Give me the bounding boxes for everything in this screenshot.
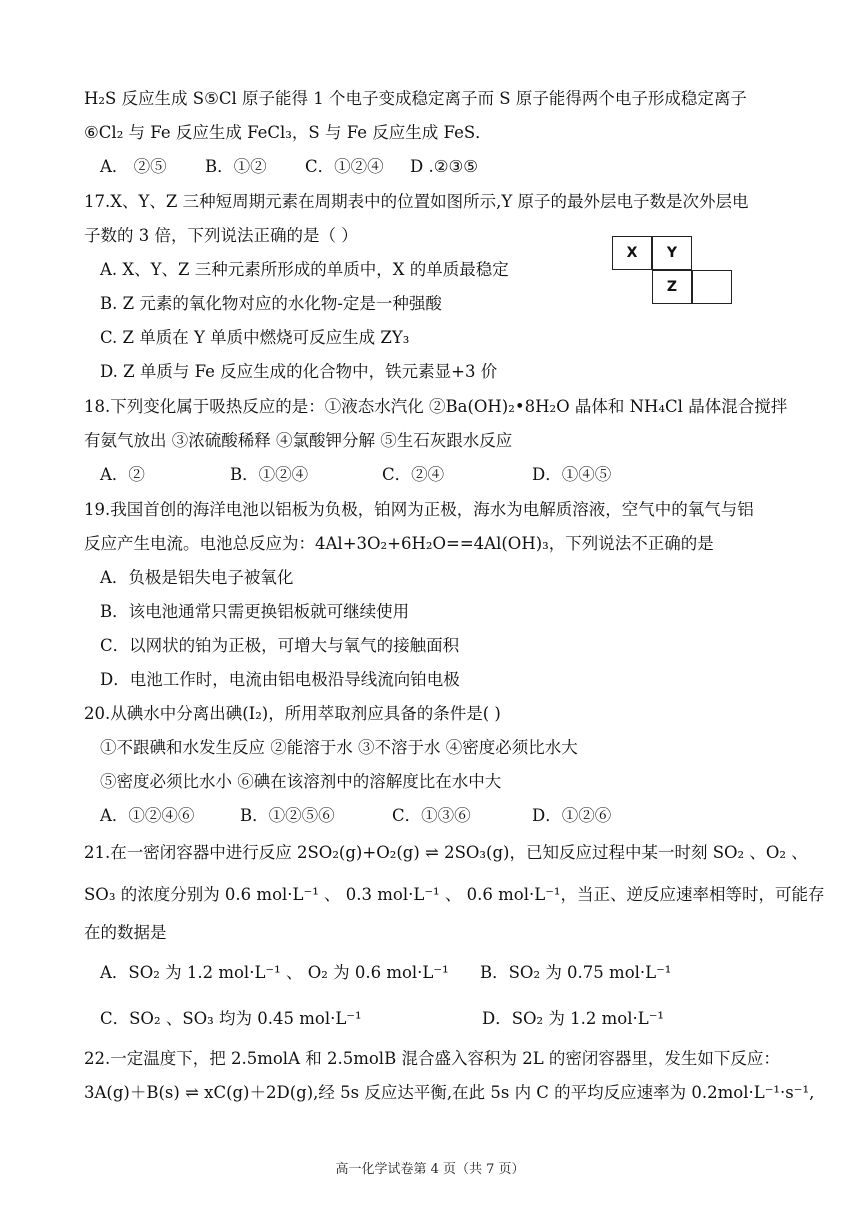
q21-stem-1: 21.在一密闭容器中进行反应 2SO₂(g)+O₂(g) ⇌ 2SO₃(g)，已知反应过程中某一时刻 SO₂ 、O₂ 、 xyxy=(84,843,808,862)
q18-stem-2: 有氨气放出 ③浓硫酸稀释 ④氯酸钾分解 ⑤生石灰跟水反应 xyxy=(84,431,513,450)
q16-option-d: D .②③⑤ xyxy=(410,157,479,176)
q18-option-a: A．② xyxy=(100,465,145,484)
q20-conditions-2: ⑤密度必须比水小 ⑥碘在该溶剂中的溶解度比在水中大 xyxy=(100,772,502,791)
q22-stem-2: 3A(g)＋B(s) ⇌ xC(g)＋2D(g),经 5s 反应达平衡,在此 5s 内 C 的平均反应速率为 0.2mol·L⁻¹·s⁻¹, xyxy=(84,1083,815,1102)
q17-option-c: C. Z 单质在 Y 单质中燃烧可反应生成 ZY₃ xyxy=(100,328,410,347)
q21-stem-2: SO₃ 的浓度分别为 0.6 mol·L⁻¹ 、 0.3 mol·L⁻¹ 、 0.6 mol·L⁻¹，当正、逆反应速率相等时，可能存 xyxy=(84,885,825,904)
q18-option-d: D．①④⑤ xyxy=(532,465,612,484)
cell-empty xyxy=(692,270,732,304)
q21-option-d: D．SO₂ 为 1.2 mol·L⁻¹ xyxy=(482,1009,665,1028)
q19-option-c: C．以网状的铂为正极，可增大与氧气的接触面积 xyxy=(100,636,460,655)
q18-stem-1: 18.下列变化属于吸热反应的是：①液态水汽化 ②Ba(OH)₂•8H₂O 晶体和 NH₄Cl 晶体混合搅拌 xyxy=(84,397,788,416)
q16-option-b: B．①② xyxy=(205,157,267,176)
q17-stem-1: 17.X、Y、Z 三种短周期元素在周期表中的位置如图所示,Y 原子的最外层电子数是次外层电 xyxy=(84,192,749,211)
q17-option-a: A. X、Y、Z 三种元素所形成的单质中，X 的单质最稳定 xyxy=(100,260,509,279)
q19-stem-2: 反应产生电流。电池总反应为：4Al+3O₂+6H₂O==4Al(OH)₃，下列说法不正确的是 xyxy=(84,534,714,553)
cell-y: Y xyxy=(652,236,692,270)
q20-option-c: C．①③⑥ xyxy=(392,806,471,825)
q19-option-a: A．负极是铝失电子被氧化 xyxy=(100,568,294,587)
q20-option-a: A．①②④⑥ xyxy=(100,806,195,825)
q21-option-b: B．SO₂ 为 0.75 mol·L⁻¹ xyxy=(480,963,672,982)
q17-option-d: D. Z 单质与 Fe 反应生成的化合物中，铁元素显+3 价 xyxy=(100,362,498,381)
q20-option-d: D．①②⑥ xyxy=(532,806,612,825)
page-footer: 高一化学试卷第 4 页（共 7 页） xyxy=(335,1162,525,1177)
q17-option-b: B. Z 元素的氧化物对应的水化物-定是一种强酸 xyxy=(100,294,442,313)
q19-stem-1: 19.我国首创的海洋电池以铝板为负极，铂网为正极，海水为电解质溶液，空气中的氧气与铝 xyxy=(84,500,754,519)
q16-line-2: ⑥Cl₂ 与 Fe 反应生成 FeCl₃，S 与 Fe 反应生成 FeS． xyxy=(84,123,492,142)
q17-stem-2: 子数的 3 倍，下列说法正确的是（ ） xyxy=(84,226,358,245)
q20-conditions-1: ①不跟碘和水发生反应 ②能溶于水 ③不溶于水 ④密度必须比水大 xyxy=(100,738,578,757)
q16-option-c: C．①②④ xyxy=(305,157,384,176)
q18-option-b: B．①②④ xyxy=(230,465,309,484)
q20-stem: 20.从碘水中分离出碘(I₂)，所用萃取剂应具备的条件是( ) xyxy=(84,704,501,723)
q18-option-c: C．②④ xyxy=(382,465,445,484)
q20-option-b: B．①②⑤⑥ xyxy=(240,806,335,825)
q21-option-a: A．SO₂ 为 1.2 mol·L⁻¹ 、 O₂ 为 0.6 mol·L⁻¹ xyxy=(100,963,449,982)
cell-x: X xyxy=(612,236,652,270)
q16-option-a: A． ②⑤ xyxy=(100,157,167,176)
q19-option-d: D．电池工作时，电流由铝电极沿导线流向铂电极 xyxy=(100,670,460,689)
q22-stem-1: 22.一定温度下，把 2.5molA 和 2.5molB 混合盛入容积为 2L 的密闭容器里，发生如下反应： xyxy=(84,1049,780,1068)
cell-z: Z xyxy=(652,270,692,304)
q16-line-1: H₂S 反应生成 S⑤Cl 原子能得 1 个电子变成稳定离子而 S 原子能得两个电子形成稳定离子 xyxy=(84,89,747,108)
q21-option-c: C．SO₂ 、SO₃ 均为 0.45 mol·L⁻¹ xyxy=(100,1009,362,1028)
q21-stem-3: 在的数据是 xyxy=(84,923,167,942)
q19-option-b: B．该电池通常只需更换铝板就可继续使用 xyxy=(100,602,410,621)
